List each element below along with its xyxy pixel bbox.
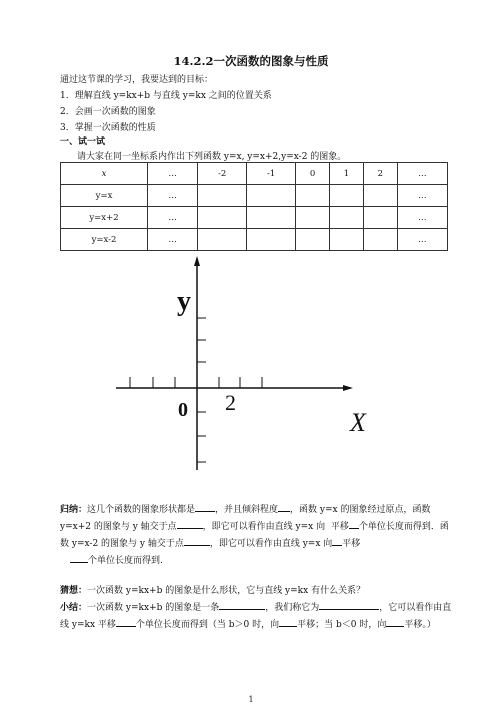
conclusion-text: 平移。） <box>404 620 436 630</box>
y-axis-label: y <box>177 286 191 317</box>
table-header-cell: … <box>148 163 198 185</box>
answer-blank[interactable] <box>177 518 203 529</box>
tick-label-2: 2 <box>225 390 236 415</box>
table-cell: … <box>397 185 447 207</box>
table-cell: … <box>148 207 198 229</box>
goal-3: 3．掌握一次函数的性质 <box>60 123 156 133</box>
table-header-cell: 0 <box>296 163 330 185</box>
summary-text: 个单位长度而得到．函数 y=x-2 的图象与 y 轴交于点 <box>60 522 449 549</box>
section-heading: 一、试一试 <box>60 137 106 147</box>
intro-text: 通过这节课的学习，我要达到的目标： <box>60 75 214 85</box>
answer-blank[interactable] <box>386 616 404 627</box>
summary-text: ，并且倾斜程度 <box>215 505 279 515</box>
table-header-cell: -1 <box>247 163 296 185</box>
y-ticks <box>197 318 206 462</box>
table-header-cell: 2 <box>363 163 397 185</box>
row-label: y=x <box>61 185 148 207</box>
summary-text: 这几个函数的图象形状都是 <box>87 505 196 515</box>
summary-text: 个单位长度而得到. <box>88 556 163 566</box>
page-number: 1 <box>248 695 254 704</box>
origin-label: 0 <box>178 399 188 421</box>
table-header-cell: -2 <box>198 163 247 185</box>
conclusion-label: 小结： <box>60 603 88 613</box>
x-axis-arrow <box>343 385 353 391</box>
x-axis-label: X <box>350 408 366 437</box>
conclusion-paragraph <box>60 599 452 633</box>
summary-text: ，函数 y=x 的图象经过原点，函数 y=x+2 的图象与 y 轴交于点 <box>60 505 431 532</box>
summary-text: ，即它可以看作由直线 y=x 向 <box>202 522 326 532</box>
goal-1: 1．理解直线 y=kx+b 与直线 y=kx 之间的位置关系 <box>60 91 272 101</box>
table-header-cell: 1 <box>330 163 364 185</box>
y-axis-arrow <box>194 256 200 266</box>
table-cell: … <box>148 185 198 207</box>
summary-text: ，即它可以看作由直线 y=x 向 <box>209 539 333 549</box>
summary-label: 归纳： <box>60 505 88 515</box>
answer-blank[interactable] <box>349 518 359 529</box>
conclusion-text: ，我们称它为 <box>265 603 320 613</box>
row-label: y=x-2 <box>61 229 148 251</box>
page-title: 14.2.2一次函数的图象与性质 <box>173 54 329 68</box>
answer-blank[interactable] <box>184 535 210 546</box>
answer-blank[interactable] <box>278 501 290 512</box>
table-cell: … <box>148 229 198 251</box>
guess-label: 猜想： <box>60 586 88 596</box>
table-cell: … <box>397 229 447 251</box>
conclusion-text: ，它可以看作由直线 y=kx 平移 <box>60 603 452 630</box>
goal-2: 2．会画一次函数的图象 <box>60 107 156 117</box>
answer-blank[interactable] <box>219 599 265 610</box>
answer-blank[interactable] <box>332 535 342 546</box>
x-ticks <box>130 377 262 388</box>
summary-paragraph <box>60 501 452 569</box>
answer-blank[interactable] <box>116 616 136 627</box>
task-text: 请大家在同一坐标系内作出下列函数 y=x, y=x+2,y=x-2 的图象。 <box>77 152 347 162</box>
answer-blank[interactable] <box>319 599 379 610</box>
table-cell: … <box>397 207 447 229</box>
guess-paragraph <box>60 583 452 599</box>
summary-text: 平移 <box>330 522 349 532</box>
table-header-cell: … <box>397 163 447 185</box>
guess-text: 一次函数 y=kx+b 的图象是什么形状，它与直线 y=kx 有什么关系？ <box>87 586 366 596</box>
conclusion-text: 个单位长度而得到（当 b＞0 时，向 <box>135 620 280 630</box>
conclusion-text: 一次函数 y=kx+b 的图象是一条 <box>87 603 220 613</box>
answer-blank[interactable] <box>195 501 215 512</box>
conclusion-text: 平移；当 b＜0 时，向 <box>297 620 387 630</box>
answer-blank[interactable] <box>279 616 297 627</box>
answer-blank[interactable] <box>70 552 88 563</box>
row-label: y=x+2 <box>61 207 148 229</box>
table-header-cell: x <box>61 163 148 185</box>
summary-text: 平移 <box>342 539 361 549</box>
